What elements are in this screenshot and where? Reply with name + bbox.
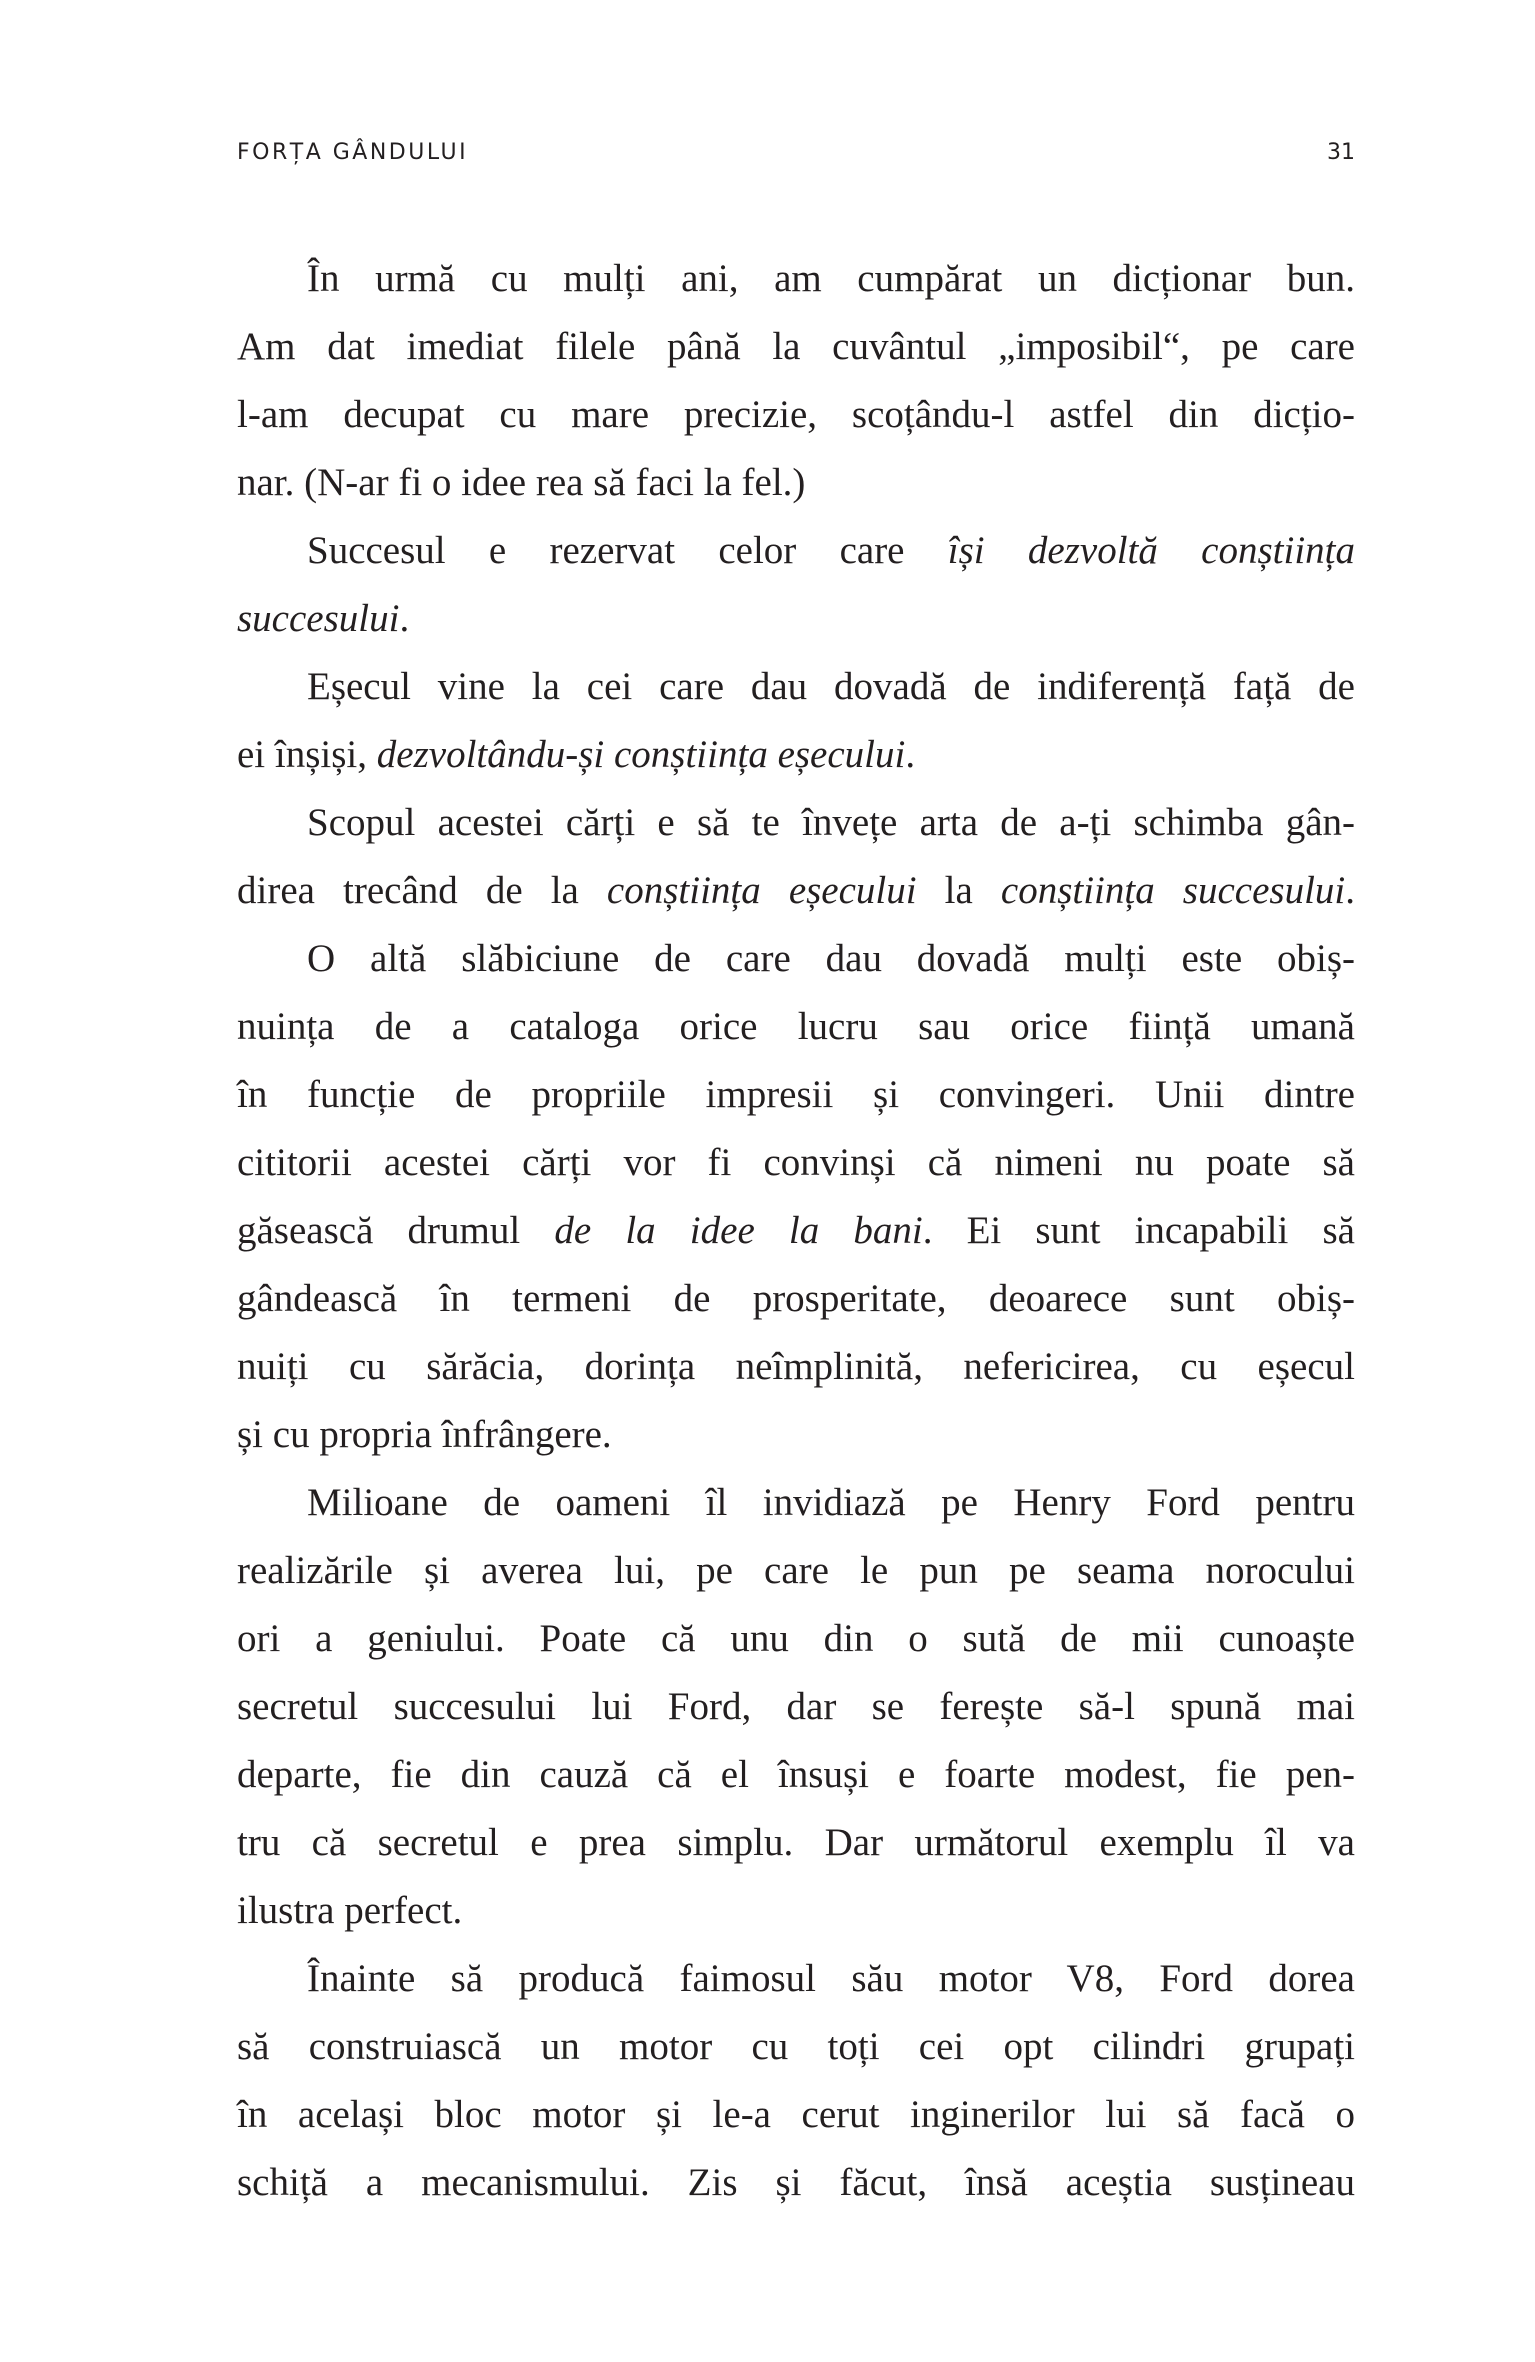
text-line bbox=[237, 2149, 1355, 2217]
text: În urmă cu mulți ani, am cumpărat un dicționar bun. bbox=[307, 257, 1355, 300]
text: direa trecând de la bbox=[237, 869, 607, 912]
text: cititorii acestei cărți vor fi convinși că nimeni nu poate să bbox=[237, 1141, 1355, 1184]
italic-text: dezvoltându-și conștiința eșecului bbox=[376, 733, 906, 776]
text: Scopul acestei cărți e să te învețe arta de a-ți schimba gân- bbox=[307, 801, 1355, 844]
text-line bbox=[237, 653, 1355, 721]
text: departe, fie din cauză că el însuși e foarte modest, fie pen- bbox=[237, 1753, 1355, 1796]
text: realizările și averea lui, pe care le pun pe seama norocului bbox=[237, 1549, 1355, 1592]
text-line bbox=[237, 1469, 1355, 1537]
text: . bbox=[905, 733, 916, 776]
text: găsească drumul bbox=[237, 1209, 555, 1252]
text: . Ei sunt incapabili să bbox=[922, 1209, 1355, 1252]
text: nuiți cu sărăcia, dorința neîmplinită, nefericirea, cu eșecul bbox=[237, 1345, 1355, 1388]
text-line bbox=[237, 1129, 1355, 1197]
text-line bbox=[237, 1741, 1355, 1809]
text-line bbox=[237, 1401, 1355, 1469]
text: la bbox=[916, 869, 1001, 912]
text-line bbox=[237, 517, 1355, 585]
text: O altă slăbiciune de care dau dovadă mulți este obiș- bbox=[307, 937, 1355, 980]
text-line bbox=[237, 313, 1355, 381]
text-line bbox=[237, 721, 1355, 789]
text-line bbox=[237, 585, 1355, 653]
text: l-am decupat cu mare precizie, scoțându-l astfel din dicțio- bbox=[237, 393, 1355, 436]
text-line bbox=[237, 245, 1355, 313]
text: Succesul e rezervat celor care bbox=[307, 529, 948, 572]
text-line bbox=[237, 993, 1355, 1061]
text-line bbox=[237, 1673, 1355, 1741]
text-line bbox=[237, 2013, 1355, 2081]
text: în funcție de propriile impresii și convingeri. Unii dintre bbox=[237, 1073, 1355, 1116]
text-line bbox=[237, 1537, 1355, 1605]
text-line bbox=[237, 1197, 1355, 1265]
text: Înainte să producă faimosul său motor V8, Ford dorea bbox=[307, 1957, 1355, 2000]
text-line bbox=[237, 1265, 1355, 1333]
text: Eșecul vine la cei care dau dovadă de indiferență față de bbox=[307, 665, 1355, 708]
text: nuința de a cataloga orice lucru sau orice ființă umană bbox=[237, 1005, 1355, 1048]
italic-text: își dezvoltă conștiința bbox=[947, 529, 1355, 572]
italic-text: conștiința eșecului bbox=[606, 869, 917, 912]
page-body-text bbox=[237, 245, 1355, 2217]
text-line bbox=[237, 2081, 1355, 2149]
text-line bbox=[237, 789, 1355, 857]
italic-text: conștiința succesului bbox=[1000, 869, 1346, 912]
text-line bbox=[237, 1061, 1355, 1129]
text-line bbox=[237, 1605, 1355, 1673]
text: să construiască un motor cu toți cei opt cilindri grupați bbox=[237, 2025, 1355, 2068]
text: nar. (N-ar fi o idee rea să faci la fel.) bbox=[237, 461, 806, 504]
page-number: 31 bbox=[1327, 140, 1355, 165]
running-header bbox=[237, 140, 1355, 180]
text: și cu propria înfrângere. bbox=[237, 1413, 612, 1456]
text-line bbox=[237, 1809, 1355, 1877]
text: schiță a mecanismului. Zis și făcut, însă aceștia susțineau bbox=[237, 2161, 1355, 2204]
italic-text: succesului bbox=[237, 597, 400, 640]
running-header-title: FORȚA GÂNDULUI bbox=[237, 140, 469, 165]
text-line bbox=[237, 1945, 1355, 2013]
text: ei înșiși, bbox=[237, 733, 377, 776]
text: Am dat imediat filele până la cuvântul „imposibil“, pe care bbox=[237, 325, 1355, 368]
text-line bbox=[237, 381, 1355, 449]
text-line bbox=[237, 925, 1355, 993]
italic-text: de la idee la bani bbox=[554, 1209, 923, 1252]
text: . bbox=[1345, 869, 1355, 912]
text: tru că secretul e prea simplu. Dar următorul exemplu îl va bbox=[237, 1821, 1355, 1864]
text: în același bloc motor și le-a cerut inginerilor lui să facă o bbox=[237, 2093, 1355, 2136]
text: gândească în termeni de prosperitate, deoarece sunt obiș- bbox=[237, 1277, 1355, 1320]
text: Milioane de oameni îl invidiază pe Henry Ford pentru bbox=[307, 1481, 1355, 1524]
text-line bbox=[237, 1877, 1355, 1945]
text-line bbox=[237, 857, 1355, 925]
text-line bbox=[237, 1333, 1355, 1401]
text: ilustra perfect. bbox=[237, 1889, 463, 1932]
text: secretul succesului lui Ford, dar se ferește să-l spună mai bbox=[237, 1685, 1355, 1728]
text-line bbox=[237, 449, 1355, 517]
text: ori a geniului. Poate că unu din o sută de mii cunoaște bbox=[237, 1617, 1355, 1660]
text: . bbox=[399, 597, 410, 640]
